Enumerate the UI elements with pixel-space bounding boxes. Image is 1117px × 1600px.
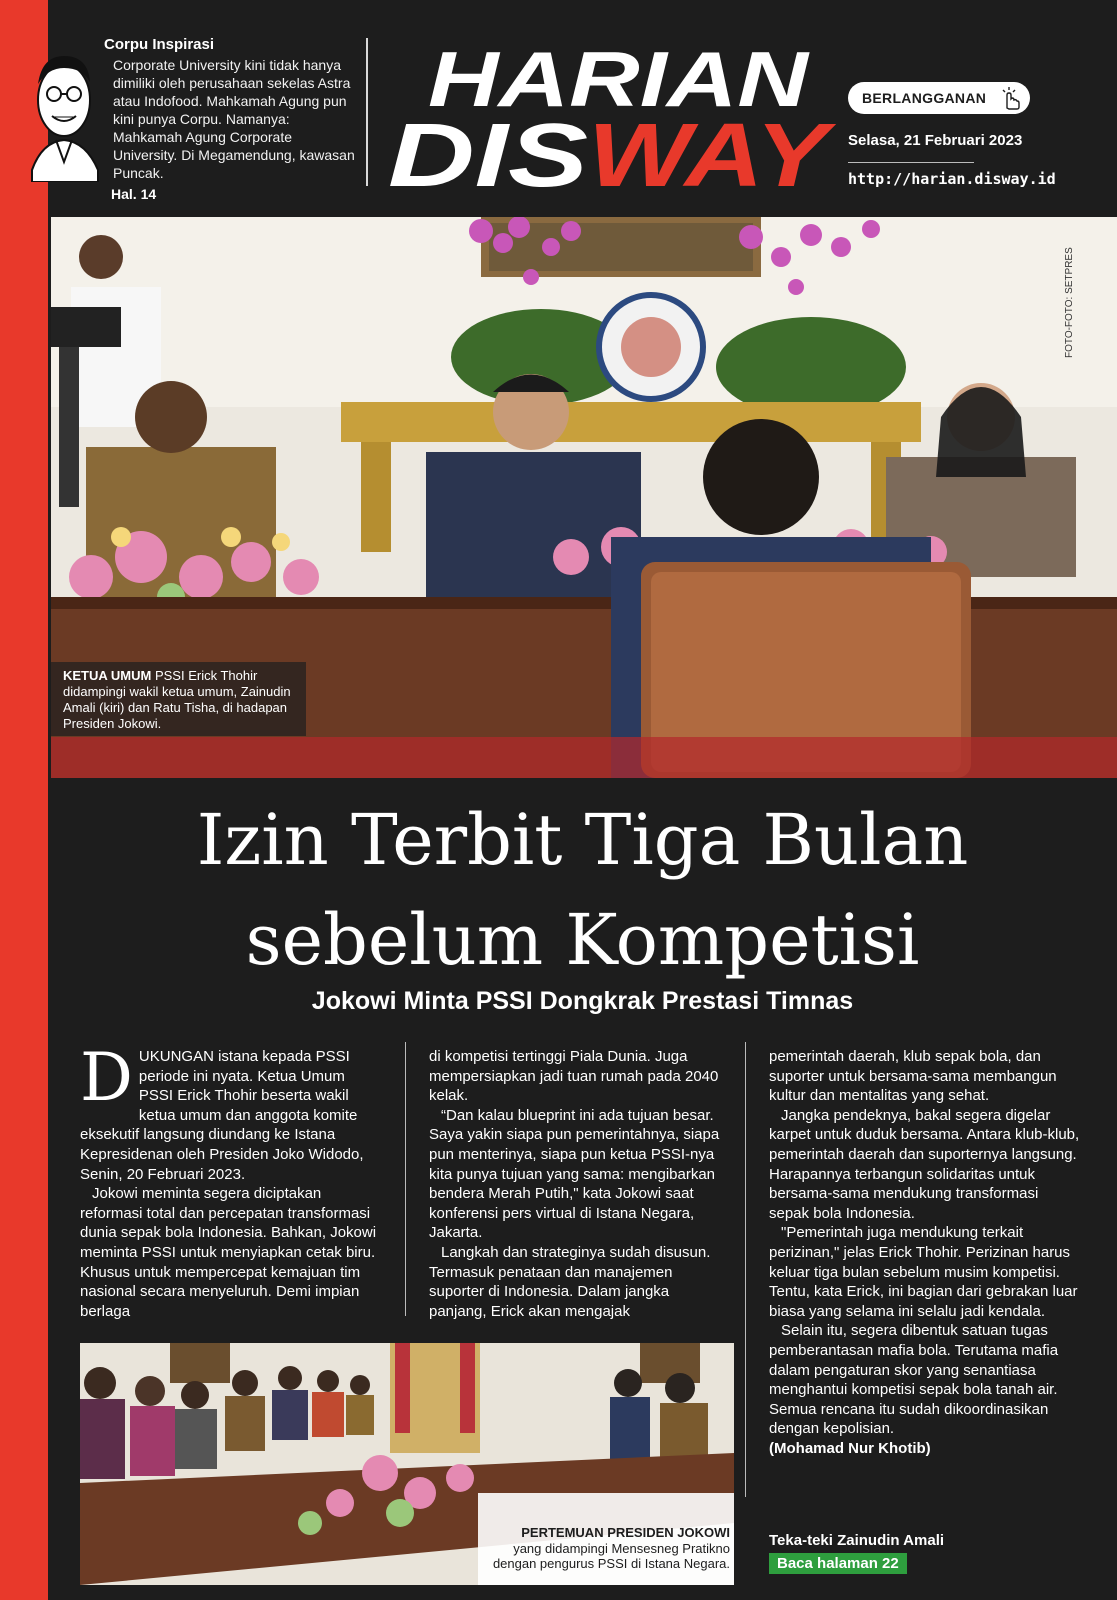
header-divider xyxy=(366,38,368,186)
caption-text: PSSI Erick Thohir didampingi wakil ketua umum, Zainudin Amali (kiri) dan Ratu Tisha, di hadapan Presiden Jokowi. xyxy=(63,668,291,731)
column-divider-2 xyxy=(745,1042,746,1497)
logo-line2-white: DIS xyxy=(388,106,588,198)
drop-cap: D xyxy=(80,1039,133,1116)
issue-date: Selasa, 21 Februari 2023 xyxy=(848,132,1023,149)
article-paragraph: Jangka pendeknya, bakal segera digelar karpet untuk duduk bersama. Antara klub-klub, pemerintah daerah dan suporternya langsung. Harapannya terbangun solidaritas untuk bersama-sama mendukung transformasi sepak bola Indonesia. xyxy=(769,1106,1080,1222)
harian-disway-logo xyxy=(378,38,848,198)
article-paragraph: "Pemerintah juga mendukung terkait perizinan," jelas Erick Thohir. Perizinan harus keluar tiga bulan sebelum musim kompetisi. Tentu, kata Erick, ini bagian dari gebrakan luar biasa yang selama ini selalu jadi kendala. xyxy=(769,1224,1078,1320)
subheadline: Jokowi Minta PSSI Dongkrak Prestasi Timnas xyxy=(311,987,854,1015)
date-separator xyxy=(848,162,974,163)
article-paragraph: di kompetisi tertinggi Piala Dunia. Juga mempersiapkan jadi tuan rumah pada 2040 kelak. xyxy=(429,1048,719,1105)
website-url-link[interactable]: http://harian.disway.id xyxy=(848,170,1056,188)
article-column-1 xyxy=(80,1039,378,1321)
corpu-teaser-text: Corporate University kini tidak hanya dimiliki oleh perusahaan sekelas Astra atau Indofood. Mahkamah Agung pun kini punya Corpu. Namanya: Mahkamah Agung Corporate University. Di Megamendung, kawasan Puncak. xyxy=(113,57,355,181)
caption2-lead: PERTEMUAN PRESIDEN JOKOWI xyxy=(521,1525,730,1540)
corpu-page-link[interactable]: Hal. 14 xyxy=(111,186,157,202)
article-paragraph: UKUNGAN istana kepada PSSI periode ini nyata. Ketua Umum PSSI Erick Thohir beserta wakil ketua umum dan anggota komite eksekutif langsung diundang ke Istana Kepresidenan oleh Presiden Joko Widodo, Senin, 20 Februari 2023. xyxy=(80,1048,364,1183)
logo-line2-red: WAY xyxy=(588,106,837,198)
article-paragraph: Langkah dan strateginya sudah disusun. Termasuk penataan dan manajemen suporter di Indonesia. Dalam jangka panjang, Erick akan mengajak xyxy=(429,1243,711,1320)
second-photo-caption xyxy=(480,1525,730,1572)
subscribe-button[interactable] xyxy=(848,82,1030,114)
read-page-link[interactable]: Baca halaman 22 xyxy=(769,1553,907,1574)
masthead-header xyxy=(48,0,1117,217)
article-paragraph: pemerintah daerah, klub sepak bola, dan suporter untuk bersama-sama membangun kultur dan mentalitas yang sehat. xyxy=(769,1048,1057,1105)
svg-text:FOTO-FOTO: SETPRES: FOTO-FOTO: SETPRES xyxy=(1064,247,1075,358)
article-paragraph: Selain itu, segera dibentuk satuan tugas pemberantasan mafia bola. Terutama mafia dalam pengaturan skor yang senantiasa menghantui kompetisi sepak bola tanah air. Semua rencana itu sudah dikoordinasikan dengan kepolisian. xyxy=(769,1322,1059,1438)
article-column-2 xyxy=(429,1047,727,1321)
article-paragraph: Jokowi meminta segera diciptakan reformasi total dan percepatan transformasi dunia sepak bola Indonesia. Bahkan, Jokowi meminta PSSI untuk menyiapkan cetak biru. Khusus untuk mempercepat kemajuan tim nasional secara menyeluruh. Demi impian berlaga xyxy=(80,1185,377,1320)
author-caricature-icon xyxy=(22,42,106,182)
subscribe-button-label: BERLANGGANAN xyxy=(862,90,987,106)
caption2-text: yang didampingi Mensesneg Pratikno dengan pengurus PSSI di Istana Negara. xyxy=(492,1540,730,1571)
logo-line1: HARIAN xyxy=(428,38,811,123)
left-red-stripe xyxy=(0,0,48,1600)
article-paragraph: “Dan kalau blueprint ini ada tujuan besar. Saya yakin siapa pun pemerintahnya, siapa pun menterinya, siapa pun ketua PSSI-nya kita punya tujuan yang sama: mengibarkan bendera Merah Putih," kata Jokowi saat konferensi pers virtual di Istana Negara, Jakarta. xyxy=(429,1106,720,1242)
article-column-3 xyxy=(769,1047,1081,1458)
headline-line2: sebelum Kompetisi xyxy=(245,899,920,981)
main-photo-caption xyxy=(51,662,306,736)
corpu-title: Corpu Inspirasi xyxy=(104,36,215,53)
photo-credit xyxy=(1054,240,1084,360)
caption-lead: KETUA UMUM xyxy=(63,668,152,683)
headline-line1: Izin Terbit Tiga Bulan xyxy=(196,799,969,881)
teaser-title: Teka-teki Zainudin Amali xyxy=(769,1532,945,1549)
column-divider-1 xyxy=(405,1042,406,1316)
headline xyxy=(48,790,1117,990)
article-author: (Mohamad Nur Khotib) xyxy=(769,1439,931,1457)
pointing-hand-icon xyxy=(1000,86,1022,110)
